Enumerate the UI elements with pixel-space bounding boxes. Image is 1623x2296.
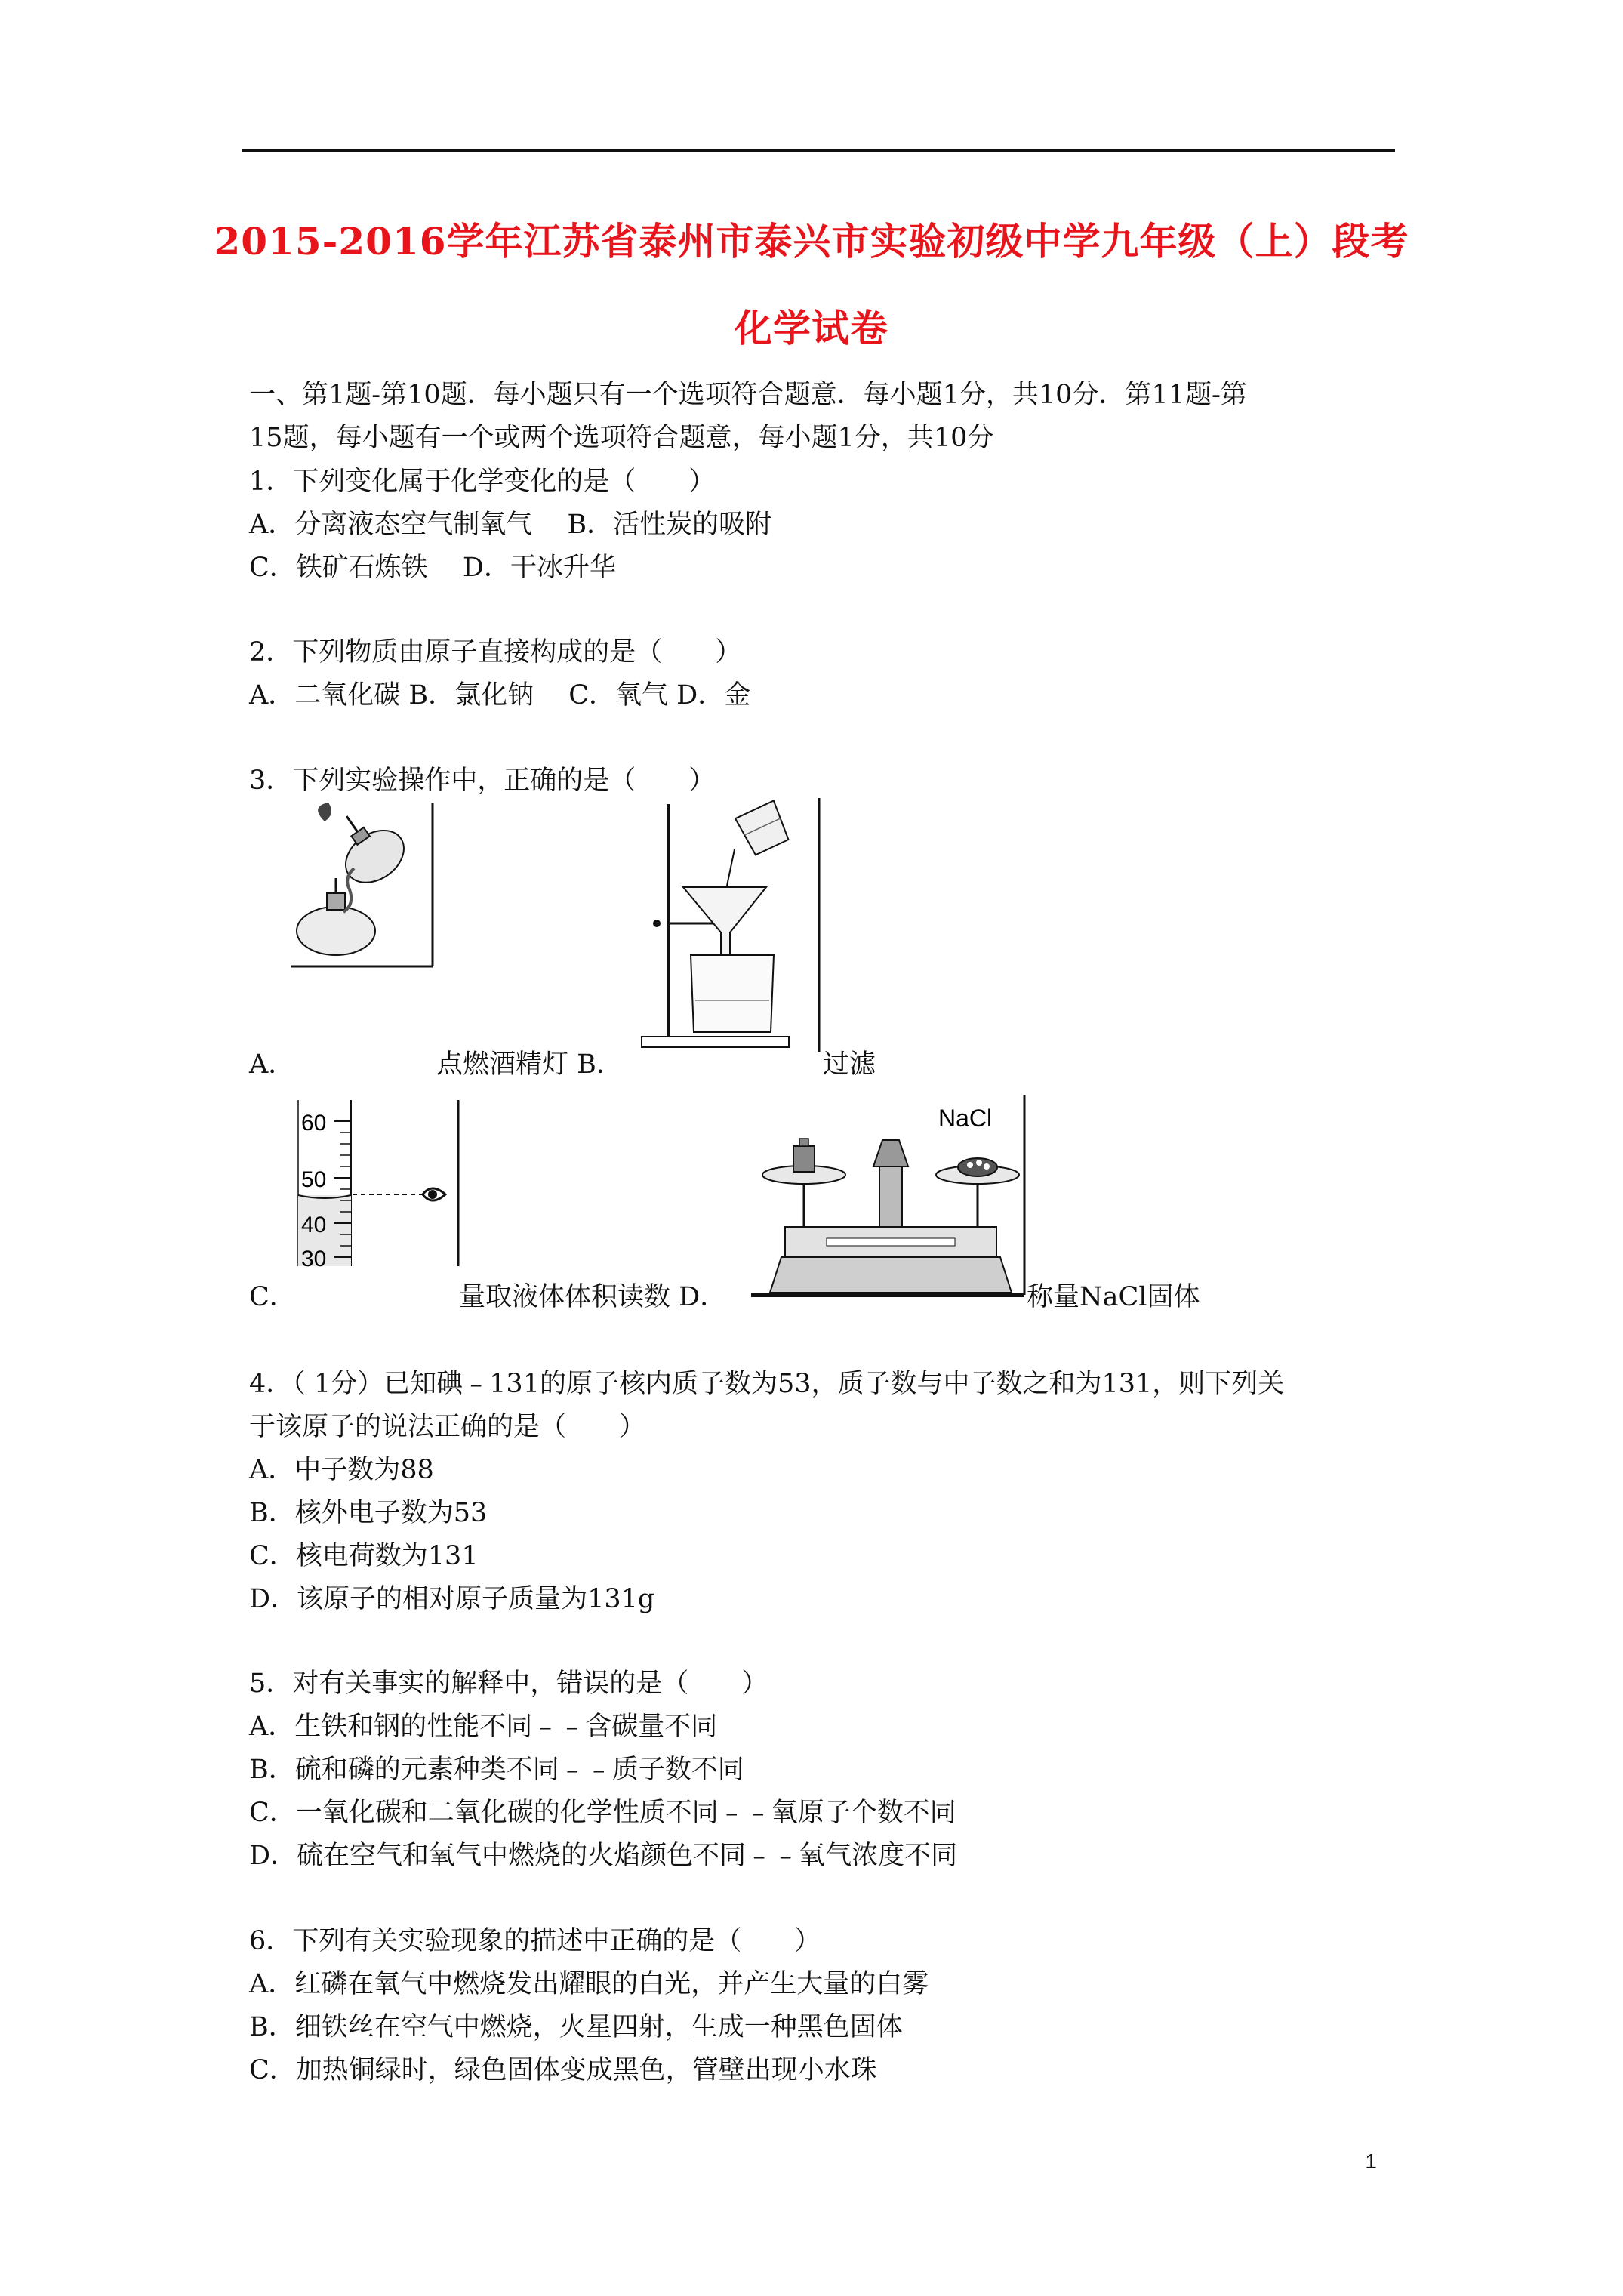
question-1-options-ab: A．分离液态空气制氧气 B．活性炭的吸附 (249, 510, 772, 540)
figure-balance (751, 1095, 1030, 1299)
q3-caption-c: 量取液体体积读数 D． (459, 1282, 727, 1312)
cylinder-tick-label: 50 (301, 1167, 327, 1192)
q3-caption-d: 称量NaCl固体 (1027, 1282, 1200, 1312)
figure-graduated-cylinder (291, 1099, 472, 1268)
question-4-option-d: D．该原子的相对原子质量为131g (249, 1584, 655, 1614)
section-instruction-line-1: 一、第1题-第10题．每小题只有一个选项符合题意．每小题1分，共10分．第11题-第 (249, 380, 1247, 410)
q3-caption-a: 点燃酒精灯 B． (436, 1049, 623, 1080)
question-6-option-b: B．细铁丝在空气中燃烧，火星四射，生成一种黑色固体 (249, 2012, 903, 2042)
question-4-option-c: C．核电荷数为131 (249, 1541, 479, 1571)
question-3-stem: 3．下列实验操作中，正确的是（ ） (249, 766, 716, 796)
q3-caption-b: 过滤 (823, 1049, 876, 1080)
page-title: 2015-2016学年江苏省泰州市泰兴市实验初级中学九年级（上）段考 (214, 219, 1409, 264)
figure-alcohol-lamp (291, 799, 434, 969)
header-rule (242, 149, 1395, 152)
question-1-options-cd: C．铁矿石炼铁 D．干冰升华 (249, 553, 616, 583)
question-1-stem: 1．下列变化属于化学变化的是（ ） (249, 467, 716, 497)
balance-nacl-label: NaCl (938, 1105, 993, 1132)
question-5-option-b: B．硫和磷的元素种类不同﹣﹣质子数不同 (249, 1755, 744, 1785)
question-2-options: A．二氧化碳 B．氯化钠 C．氧气 D．金 (249, 680, 751, 710)
cylinder-tick-label: 40 (301, 1213, 327, 1237)
question-5-option-c: C．一氧化碳和二氧化碳的化学性质不同﹣﹣氧原子个数不同 (249, 1798, 956, 1828)
question-5-option-d: D．硫在空气和氧气中燃烧的火焰颜色不同﹣﹣氧气浓度不同 (249, 1841, 958, 1871)
section-instruction-line-2: 15题，每小题有一个或两个选项符合题意，每小题1分，共10分 (249, 423, 994, 453)
question-4-option-b: B．核外电子数为53 (249, 1498, 488, 1528)
question-4-stem-line-1: 4．（ 1分）已知碘﹣131的原子核内质子数为53，质子数与中子数之和为131，则下列关 (249, 1369, 1285, 1399)
page-number: 1 (1365, 2150, 1377, 2173)
q3-label-c: C． (249, 1282, 296, 1312)
page-subtitle: 化学试卷 (735, 306, 888, 350)
question-6-stem: 6．下列有关实验现象的描述中正确的是（ ） (249, 1926, 821, 1956)
question-6-option-c: C．加热铜绿时，绿色固体变成黑色，管壁出现小水珠 (249, 2055, 877, 2085)
question-5-option-a: A．生铁和钢的性能不同﹣﹣含碳量不同 (249, 1712, 718, 1742)
question-2-stem: 2．下列物质由原子直接构成的是（ ） (249, 637, 742, 667)
cylinder-tick-label: 60 (301, 1111, 327, 1136)
question-5-stem: 5．对有关事实的解释中，错误的是（ ） (249, 1669, 768, 1699)
eye-icon (423, 1188, 445, 1200)
question-4-stem-line-2: 于该原子的说法正确的是（ ） (249, 1412, 646, 1442)
question-6-option-a: A．红磷在氧气中燃烧发出耀眼的白光，并产生大量的白雾 (249, 1969, 929, 1999)
q3-label-a: A． (249, 1049, 295, 1080)
question-4-option-a: A．中子数为88 (249, 1455, 434, 1485)
cylinder-tick-label: 30 (301, 1247, 327, 1268)
figure-filtration (638, 797, 823, 1053)
